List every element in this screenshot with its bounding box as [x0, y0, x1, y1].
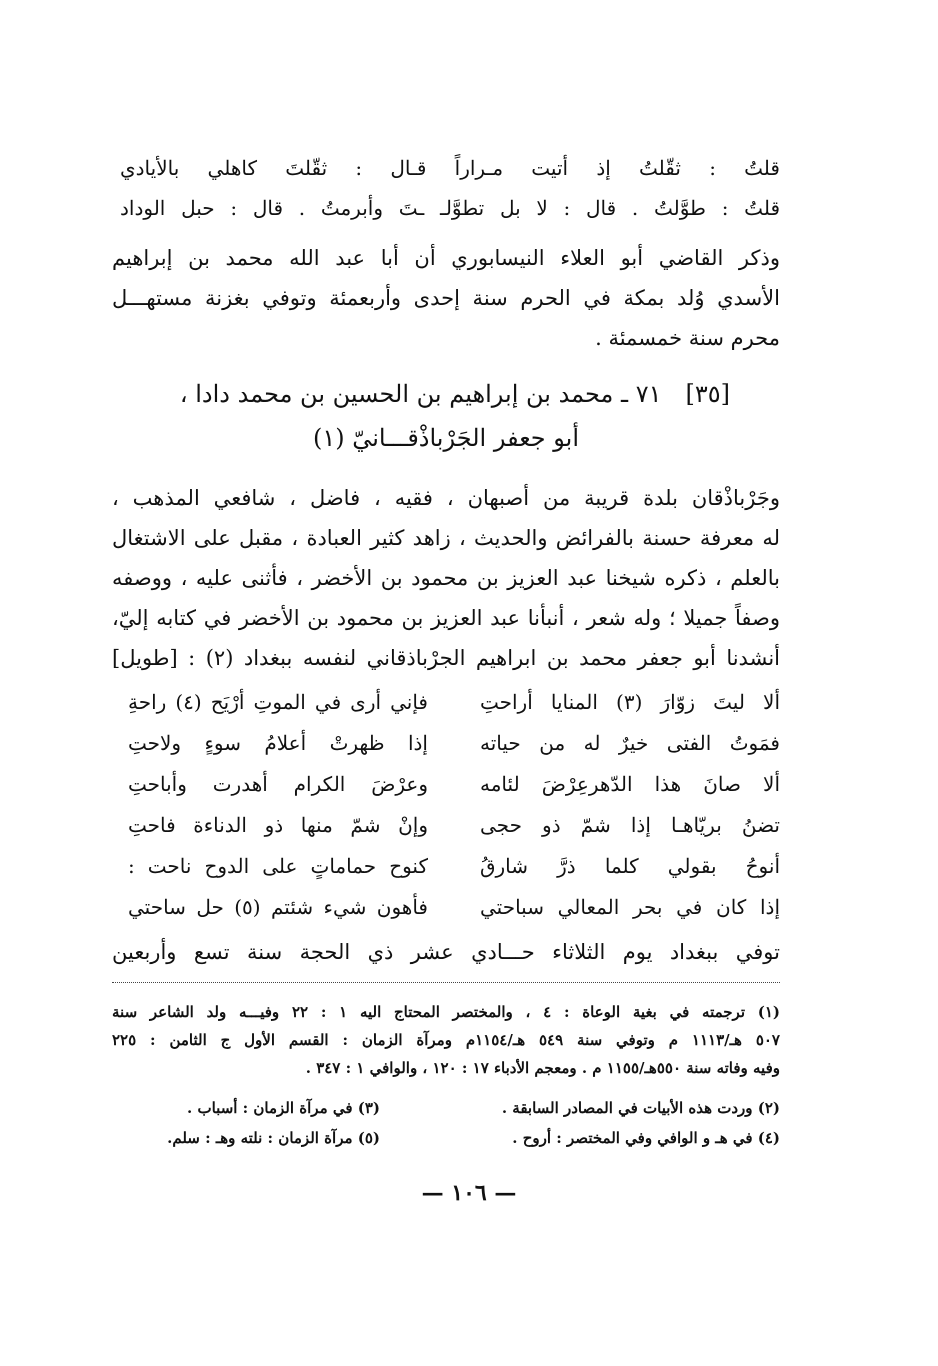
page-number: — ١٠٦ —: [421, 1180, 517, 1206]
bio-line: وجَرْباذْقان بلدة قريبة من أصبهان ، فقيه ، فاضل ، شافعي المذهب ،: [112, 486, 780, 510]
verse-hemistich-first: تضنُ بريّاهـا إذا شمّ ذو حجى: [480, 813, 780, 837]
entry-subtitle: أبو جعفر الجَرْباذْقـــانيّ (١): [312, 424, 579, 452]
footnote-divider: [112, 982, 780, 983]
footnote-line: (١) ترجمته في بغية الوعاة : ٤ ، والمختصر المحتاج اليه ١ : ٢٢ وفيـــه ولد الشاعر سنة: [112, 1003, 780, 1021]
poem-verse: [128, 805, 780, 845]
poem-verse: [128, 723, 780, 763]
bio-line: بالعلم ، ذكره شيخنا عبد العزيز بن محمود بن الأخضر ، فأثنى عليه ، ووصفه: [112, 566, 780, 590]
poem-verse: [128, 764, 780, 804]
verse-hemistich-second: كنوح حماماتٍ على الدوح ناحت :: [128, 854, 428, 878]
footnote-pair: [112, 1124, 780, 1152]
poem-verse: [128, 682, 780, 722]
bio-line: له معرفة حسنة بالفرائض والحديث ، زاهد كثير العبادة ، مقبل على الاشتغال: [112, 526, 780, 550]
verse-hemistich-first: فمَوتُ الفتى خيرٌ له من حياته: [480, 731, 780, 755]
bio-line: أنشدنا أبو جعفر محمد بن ابراهيم الجرْباذقاني لنفسه ببغداد (٢) : [طويل]: [112, 646, 780, 670]
verse-line: [120, 188, 780, 228]
closing-line: توفي ببغداد يوم الثلاثاء حـــادي عشر ذي الحجة سنة تسع وأربعين: [112, 940, 780, 964]
entry-ref: [٣٥]: [685, 380, 730, 408]
intro-line: الأسدي وُلد بمكة في الحرم سنة إحدى وأربعمئة وتوفي بغزنة مستهـــل: [112, 286, 780, 310]
verse-hemistich-first: ألا ليتَ زوّارَ (٣) المنايا أراحتِ: [480, 690, 780, 714]
poem-verse: [128, 846, 780, 886]
verse-hemistich-second: فإني أرى في الموتِ أرْيَح (٤) راحةِ: [128, 690, 428, 714]
verse-hemistich-second: إذا ظهرتْ أعلامُ سوءٍ ولاحتِ: [128, 731, 428, 755]
verse-hemistich-first: إذا كان في بحر المعالي سباحتي: [480, 895, 780, 919]
verse-text: قلتُ : ثقّلتُ إذ أتيت مـراراً قـال : ثقّلتَ كاهلي بالأيادي: [120, 156, 780, 180]
verse-hemistich-second: فأهون شيء شئتم (٥) حل ساحتي: [128, 895, 428, 919]
verse-hemistich-second: وإنْ شمّ منها ذو الدناءة فاحتِ: [128, 813, 428, 837]
footnote-4: (٤) في هـ و الوافي وفي المختصر : أروح .: [512, 1129, 780, 1147]
intro-line: وذكر القاضي أبو العلاء النيسابوري أن أبا عبد الله محمد بن إبراهيم: [112, 246, 780, 270]
footnote-line: ٥٠٧ هـ/١١١٣ م وتوفي سنة ٥٤٩ هـ/١١٥٤م ومرآة الزمان : القسم الأول ج الثامن : ٢٢٥: [112, 1031, 780, 1049]
verse-hemistich-first: ألا صانَ هذا الدّهرعِرْضَ لئامه: [480, 772, 780, 796]
entry-title: [160, 374, 730, 414]
entry-heading: ٧١ ـ محمد بن إبراهيم بن الحسين بن محمد دادا ،: [179, 380, 662, 408]
bio-line: وصفاً جميلا ؛ وله شعر ، أنبأنا عبد العزيز بن محمود بن الأخضر في كتابه إليّ،: [112, 606, 780, 630]
verse-hemistich-first: أنوحُ بقولي كلما ذرَّ شارقُ: [480, 854, 780, 878]
verse-line: [120, 148, 780, 188]
footnote-3: (٣) في مرآة الزمان : أسباب .: [187, 1099, 380, 1117]
intro-line: محرم سنة خمسمئة .: [595, 326, 780, 350]
footnote-pair: [112, 1094, 780, 1122]
verse-hemistich-second: وعرْضَ الكرام أهدرت وأباحتِ: [128, 772, 428, 796]
poem-verse: [128, 887, 780, 927]
footnote-5: (٥) مرآة الزمان : نلته وهـ : سلم.: [167, 1129, 380, 1147]
footnote-2: (٢) وردت هذه الأبيات في المصادر السابقة .: [501, 1099, 780, 1117]
footnote-line: وفيه وفاته سنة ٥٥٠هـ/١١٥٥ م . ومعجم الأدباء ١٧ : ١٢٠ ، والوافي ١ : ٣٤٧ .: [305, 1059, 780, 1077]
verse-text: قلتُ : طوَّلتُ . قال : لا بل تطوَّلـ ـتَ وأبرمتُ . قال : حبل الوداد: [120, 196, 780, 220]
